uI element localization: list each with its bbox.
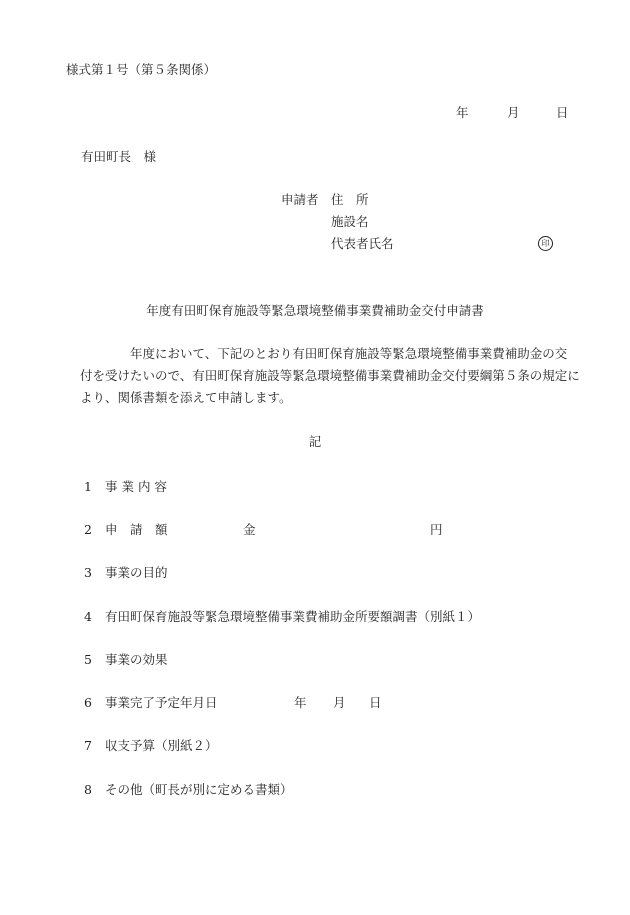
body-text-line-1-content: 年度において、下記のとおり有田町保育施設等緊急環境整備事業費補助金の交 [130,346,568,361]
date-year-label: 年 [456,105,469,120]
applicant-label: 申請者 [281,192,319,207]
completion-year-label: 年 [294,695,307,710]
completion-month-label: 月 [333,695,346,710]
completion-day-label: 日 [369,695,382,710]
body-text-line-2: 付を受けたいので、有田町保育施設等緊急環境整備事業費補助金交付要綱第５条の規定に [80,368,580,383]
body-text-line-1 [80,346,567,362]
item-business-effect: 事業の効果 [105,652,168,667]
item-application-amount: 申 請 額 [105,522,168,537]
document-title: 年度有田町保育施設等緊急環境整備事業費補助金交付申請書 [146,303,484,318]
seal-icon: 印 [538,236,553,251]
representative-name-label: 代表者氏名 [331,236,394,251]
date-day-label: 日 [556,105,569,120]
item-number: 2 [84,522,92,537]
item-business-purpose: 事業の目的 [105,565,168,580]
date-month-label: 月 [507,105,520,120]
amount-kin-label: 金 [243,522,256,537]
item-other-documents: その他（町長が別に定める書類） [105,782,293,797]
ki-heading: 記 [308,434,322,449]
form-number: 様式第１号（第５条関係） [66,62,217,77]
item-number: 3 [84,565,92,580]
address-label: 住 所 [331,192,369,207]
facility-name-label: 施設名 [331,214,369,229]
item-business-content: 事 業 内 容 [105,479,167,494]
addressee: 有田町長 様 [81,149,157,164]
item-required-amount-statement: 有田町保育施設等緊急環境整備事業費補助金所要額調書（別紙１） [105,609,481,624]
item-budget: 収支予算（別紙２） [105,738,218,753]
item-completion-date: 事業完了予定年月日 [105,695,218,710]
item-number: 5 [84,652,92,667]
item-number: 4 [84,609,92,624]
amount-yen-label: 円 [430,522,443,537]
item-number: 7 [84,738,92,753]
item-number: 8 [84,782,92,797]
item-number: 6 [84,695,92,710]
item-number: 1 [84,479,92,494]
body-text-line-3: より、関係書類を添えて申請します。 [80,390,292,405]
